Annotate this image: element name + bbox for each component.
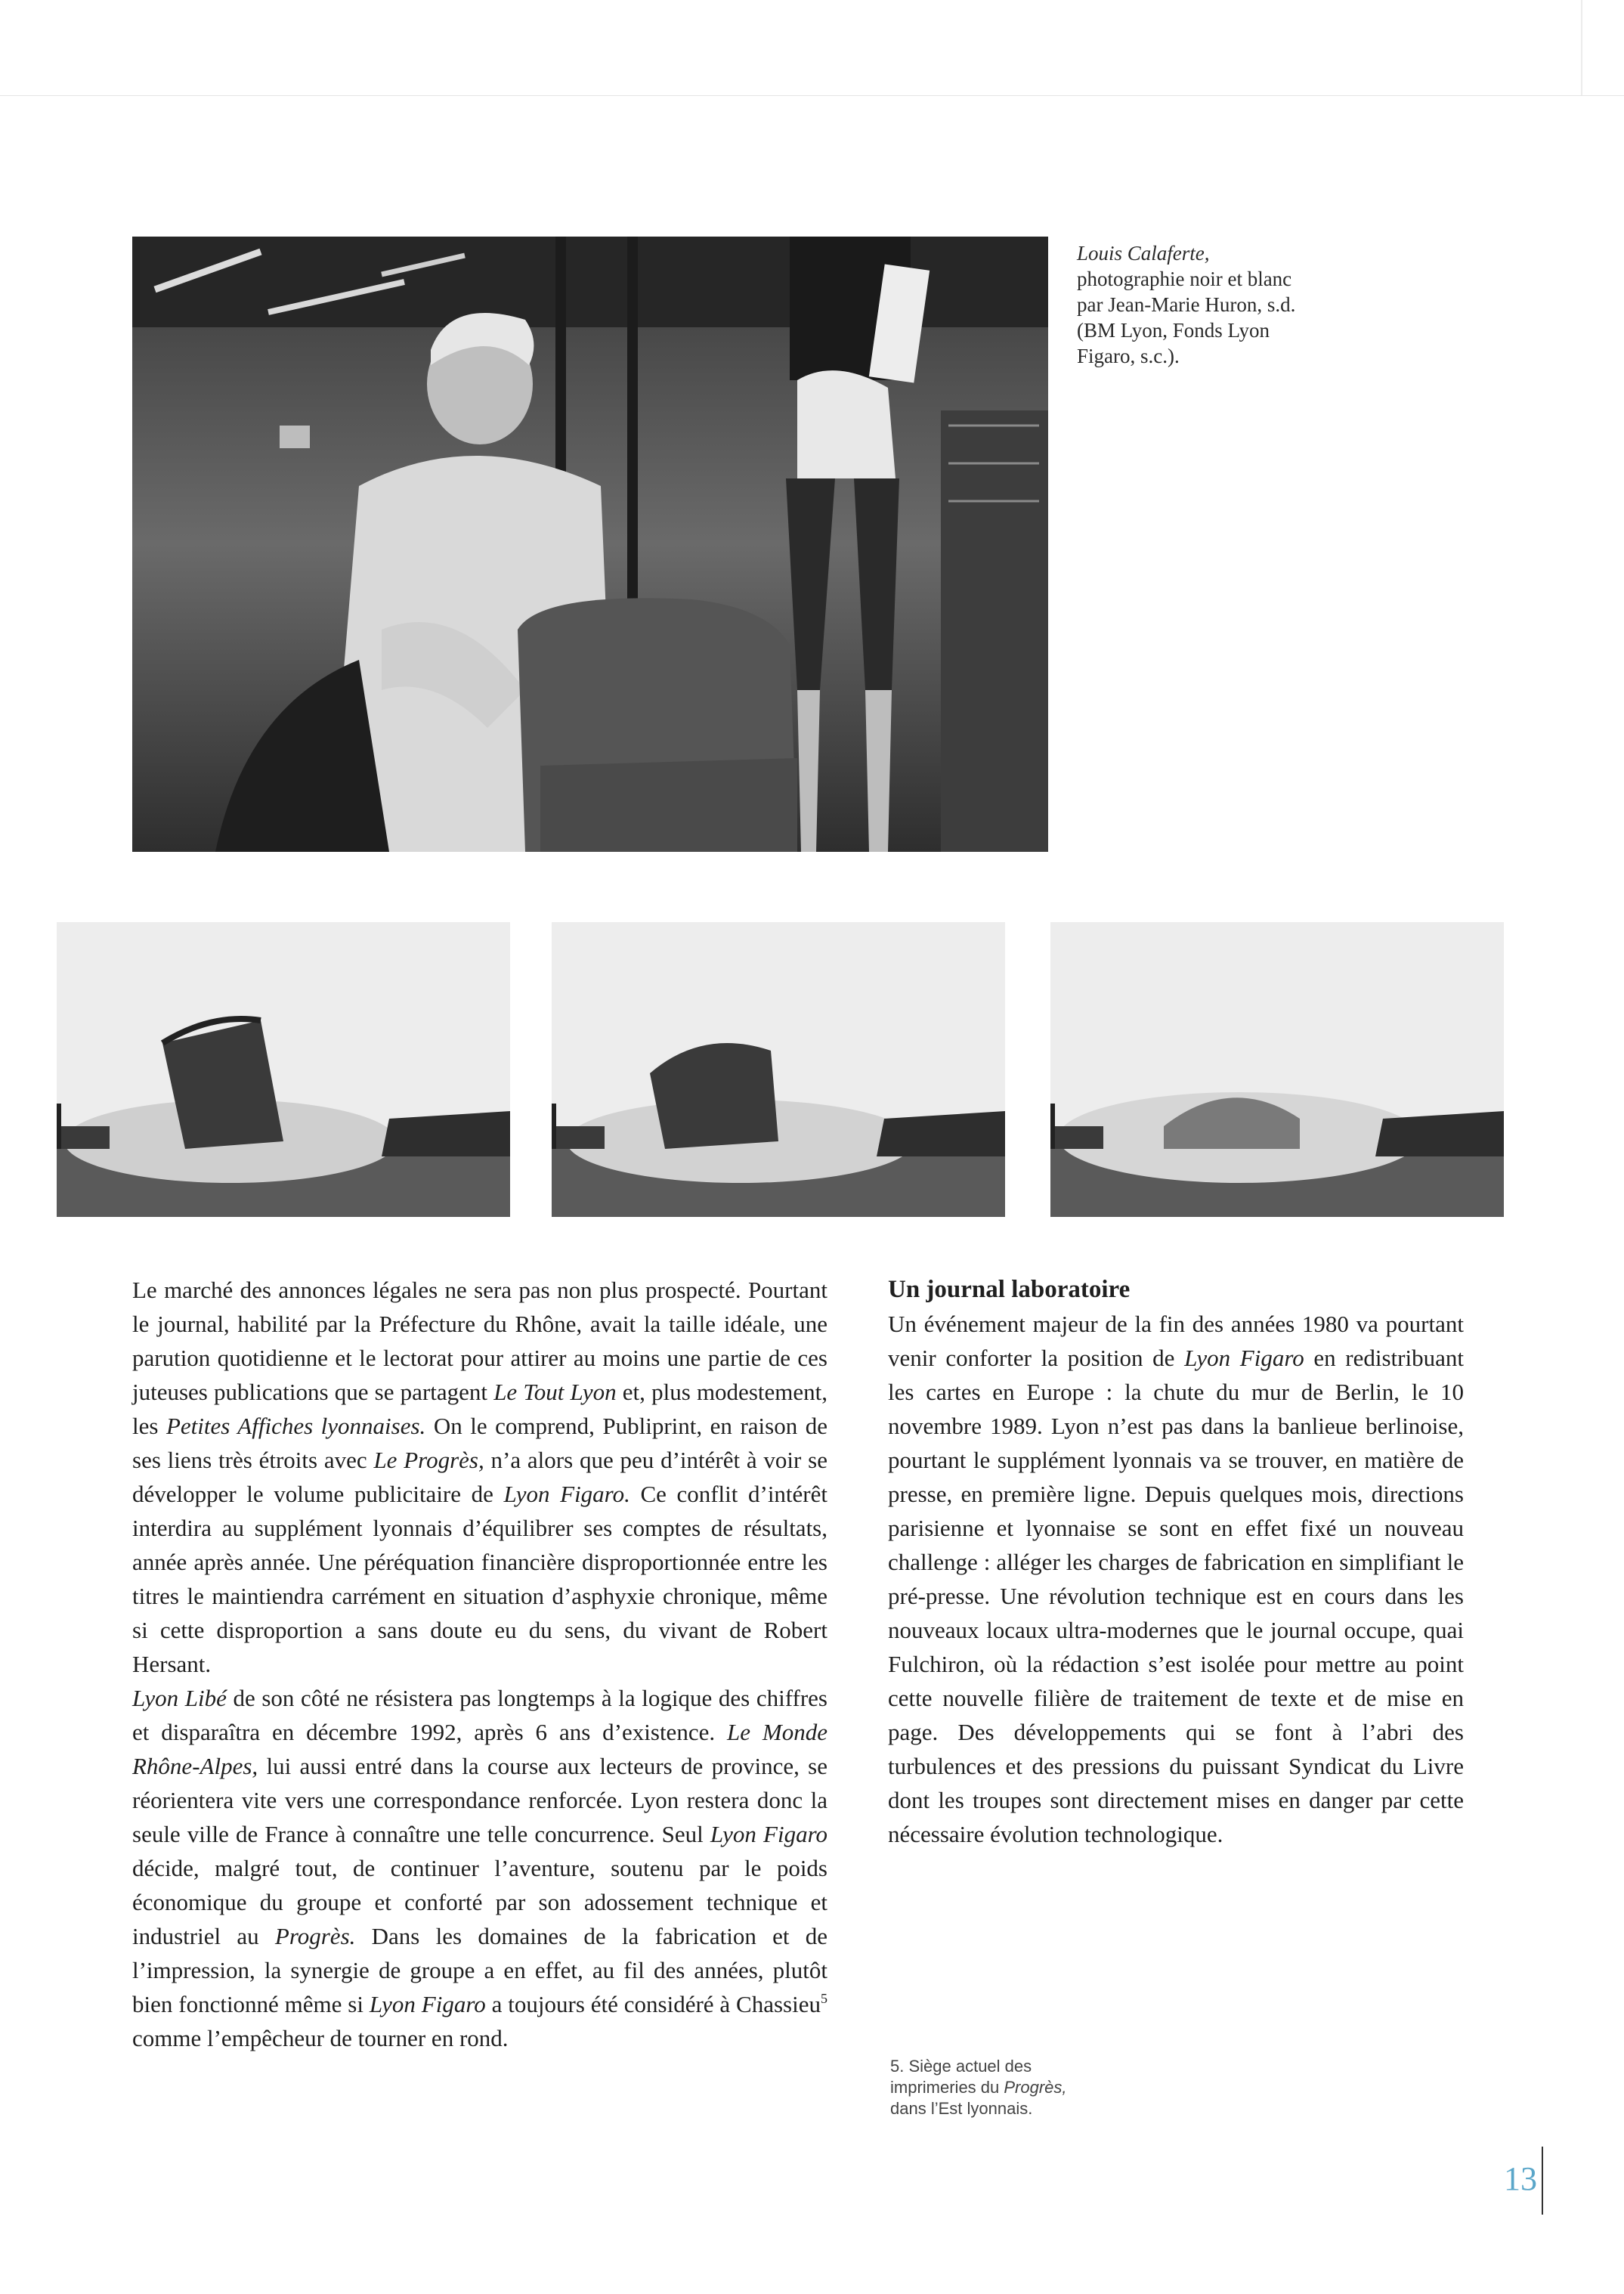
publication-title: Lyon Figaro — [369, 1991, 486, 2017]
paragraph — [132, 1273, 827, 1681]
text-run: en redistribuant les cartes en Europe : la chute du mur de Berlin, le 10 novembre 1989. Lyon n’est pas dans la banlieue berlinoise, pourtant le supplément lyonnais va se trouver, en matière de presse, en première ligne. Depuis quelques mois, directions parisienne et lyonnaise se sont en effet fixé un nouveau challenge : alléger les charges de fabrication en simplifiant le pré-presse. Une révolution technique est en cours dans les nouveaux locaux ultra-modernes que le journal occupe, quai Fulchiron, où la rédaction s’est isolée pour mettre au point cette nouvelle filière de traitement de texte et de mise en page. Des développements qui se font à l’abri des turbulences et des pressions du puissant Syndicat du Livre dont les troupes sont directement mises en danger par cette nécessaire évolution technologique. — [888, 1345, 1464, 1847]
text-run: a toujours été considéré à Chassieu — [485, 1991, 821, 2017]
publication-title: Lyon Libé — [132, 1685, 227, 1711]
edge-rule — [1581, 0, 1582, 95]
publication-title: Progrès, — [1004, 2078, 1067, 2097]
publication-title: Petites Affiches lyonnaises. — [165, 1413, 426, 1439]
text-run: Ce conflit d’intérêt interdira au supplément lyonnais d’équilibrer ses comptes de résultats, année après année. Une péréquation financière disproportionnée entre les titres le maintiendra carrément en situation d’asphyxie chronique, même si cette disproportion a sans doute eu du sens, du vivant de Robert Hersant. — [132, 1481, 827, 1677]
publication-title: Lyon Figaro. — [503, 1481, 630, 1507]
caption-line: Figaro, s.c.). — [1077, 345, 1180, 367]
demolition-photo-1 — [57, 922, 510, 1217]
demolition-photo-3 — [1050, 922, 1504, 1217]
text-run: On le comprend, Publiprint, en raison de ses liens très étroits avec — [132, 1413, 828, 1473]
footnote — [890, 2056, 1072, 2119]
page-number-rule — [1542, 2147, 1543, 2215]
top-rule — [0, 95, 1624, 96]
text-run: dans l’Est lyonnais. — [890, 2099, 1033, 2118]
article-right-column — [888, 1273, 1464, 1851]
page-number: 13 — [1504, 2160, 1537, 2197]
photo-caption — [1077, 240, 1326, 369]
text-run: Le marché des annonces légales ne sera pas non plus prospecté. Pourtant le journal, habilité par la Préfecture du Rhône, avait la taille idéale, une parution quotidienne et le lectorat pour attirer au moins une partie de ces juteuses publications que se partagent — [132, 1277, 827, 1405]
caption-line: (BM Lyon, Fonds Lyon — [1077, 319, 1270, 342]
portrait-photograph — [132, 237, 1048, 852]
section-heading: Un journal laboratoire — [888, 1276, 1131, 1303]
publication-title: Lyon Figaro — [710, 1821, 827, 1847]
text-run: n’a alors que peu d’intérêt à voir se développer le volume publicitaire de — [132, 1447, 827, 1507]
text-run: Un événement majeur de la fin des années 1980 va pourtant venir conforter la position de — [888, 1311, 1464, 1371]
text-run: et, plus modestement, les — [132, 1379, 827, 1439]
footnote-text — [890, 2056, 1072, 2119]
publication-title: Lyon Figaro — [1184, 1345, 1304, 1371]
text-run: lui aussi entré dans la course aux lecteurs de province, se réorientera vite vers une correspondance renforcée. Lyon restera donc la seule ville de France à connaître une telle concurrence. Seul — [132, 1753, 827, 1847]
publication-title: Le Monde Rhône-Alpes, — [132, 1719, 827, 1779]
text-run: comme l’empêcheur de tourner en rond. — [132, 2025, 509, 2051]
caption-line: par Jean-Marie Huron, s.d. — [1077, 293, 1296, 316]
paragraph — [132, 1681, 827, 2055]
paragraph — [888, 1307, 1464, 1851]
text-run: décide, malgré tout, de continuer l’aventure, soutenu par le poids économique du groupe et conforté par son adossement technique et industriel au — [132, 1855, 827, 1949]
text-run: de son côté ne résistera pas longtemps à la logique des chiffres et disparaîtra en décembre 1992, après 6 ans d’existence. — [132, 1685, 827, 1745]
publication-title: Progrès. — [274, 1923, 356, 1949]
footnote-ref: 5 — [821, 1991, 827, 2006]
caption-line: photographie noir et blanc — [1077, 268, 1292, 290]
caption-name: Louis Calaferte, — [1077, 242, 1210, 265]
text-run: Dans les domaines de la fabrication et de l’impression, la synergie de groupe a en effet, au fil des années, plutôt bien fonctionné même si — [132, 1923, 827, 2017]
text-run: 5. Siège actuel des imprimeries du — [890, 2057, 1032, 2097]
article-left-column — [132, 1273, 827, 2055]
publication-title: Le Progrès, — [373, 1447, 484, 1473]
demolition-photo-2 — [552, 922, 1005, 1217]
publication-title: Le Tout Lyon — [493, 1379, 617, 1405]
